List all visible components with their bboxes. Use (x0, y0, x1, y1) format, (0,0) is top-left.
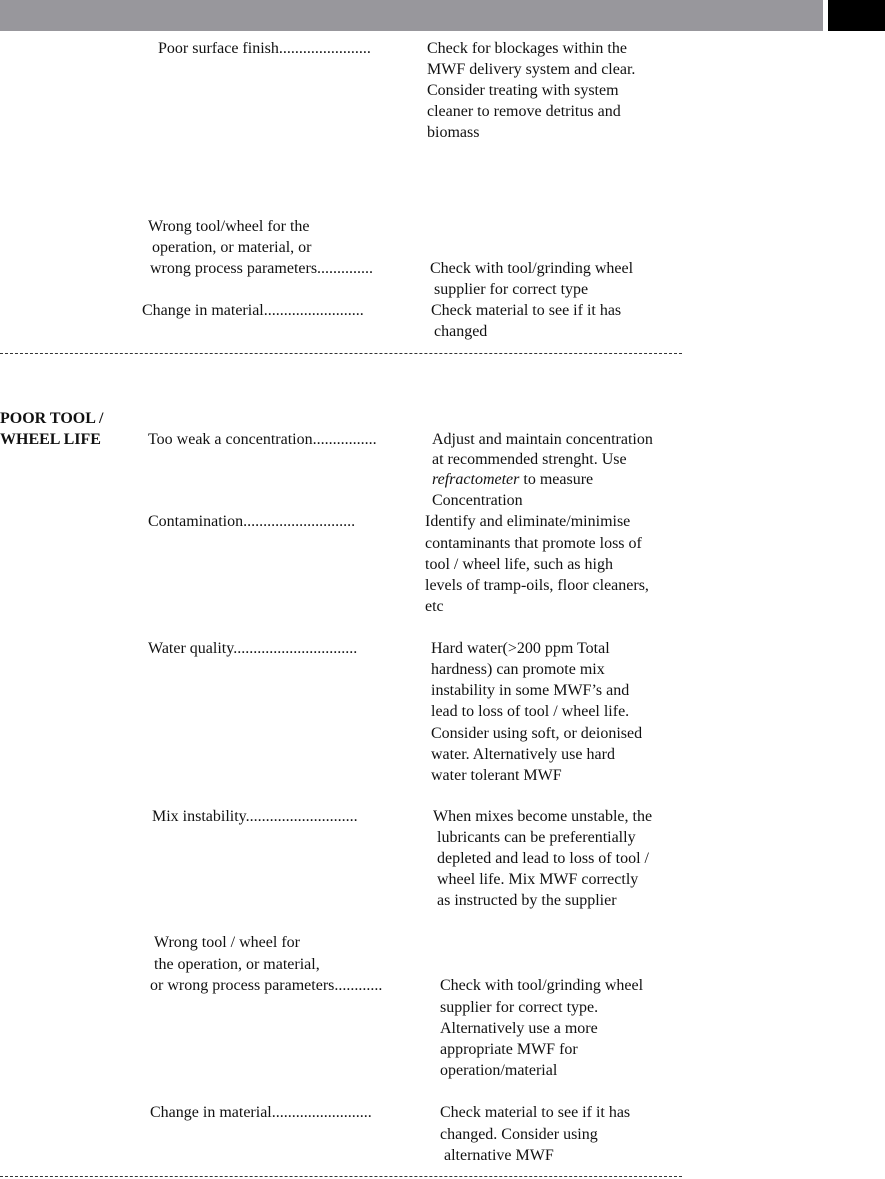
remedy-text: MWF delivery system and clear. (427, 61, 636, 78)
cause-text: operation, or material, or (152, 239, 312, 256)
remedy-text: hardness) can promote mix (431, 661, 605, 678)
remedy-text: supplier for correct type. (440, 999, 599, 1016)
divider (0, 1176, 682, 1177)
remedy-text: biomass (427, 124, 480, 141)
remedy-text: operation/material (440, 1062, 558, 1079)
remedy-text-suffix: to measure (519, 471, 594, 488)
cause-text: wrong process parameters.............. (150, 260, 374, 277)
remedy-text: Check with tool/grinding wheel (430, 260, 634, 277)
remedy-emphasis: refractometer (432, 471, 520, 488)
remedy-text: Check material to see if it has (431, 302, 622, 319)
remedy-text: changed. Consider using (440, 1126, 598, 1143)
remedy-text: Consider treating with system (427, 82, 619, 99)
remedy-text: Consider using soft, or deionised (431, 725, 643, 742)
remedy-text: depleted and lead to loss of tool / (437, 850, 649, 867)
cause-text: Poor surface finish....................... (158, 40, 371, 57)
remedy-text: Check with tool/grinding wheel (440, 977, 644, 994)
remedy-text: tool / wheel life, such as high (425, 556, 613, 573)
remedy-text: etc (425, 598, 444, 615)
cause-text: the operation, or material, (154, 956, 320, 973)
remedy-text: alternative MWF (444, 1147, 554, 1164)
remedy-text: cleaner to remove detritus and (427, 103, 621, 120)
remedy-text: Alternatively use a more (440, 1020, 598, 1037)
cause-text: Wrong tool / wheel for (154, 934, 300, 951)
remedy-text: contaminants that promote loss of (425, 535, 642, 552)
divider (0, 353, 682, 354)
section-heading-line-2: WHEEL LIFE (0, 431, 101, 448)
cause-text: Mix instability............................ (152, 808, 358, 825)
remedy-text: instability in some MWF’s and (431, 682, 630, 699)
remedy-text: lead to loss of tool / wheel life. (431, 703, 630, 720)
remedy-text: Identify and eliminate/minimise (425, 513, 631, 530)
remedy-text: Adjust and maintain concentration (432, 431, 653, 448)
cause-text: Too weak a concentration................ (148, 431, 377, 448)
remedy-text: supplier for correct type (434, 281, 589, 298)
remedy-text: Check material to see if it has (440, 1104, 631, 1121)
chapter-tab (828, 0, 885, 31)
remedy-text: wheel life. Mix MWF correctly (437, 871, 639, 888)
remedy-text: Concentration (432, 492, 523, 509)
remedy-text: levels of tramp-oils, floor cleaners, (425, 577, 649, 594)
cause-text: or wrong process parameters............ (150, 977, 383, 994)
remedy-text: appropriate MWF for (440, 1041, 578, 1058)
remedy-text: changed (434, 323, 488, 340)
cause-text: Change in material......................... (142, 302, 364, 319)
remedy-text: as instructed by the supplier (437, 892, 617, 909)
remedy-text: water tolerant MWF (431, 767, 562, 784)
remedy-text: water. Alternatively use hard (431, 746, 615, 763)
cause-text: Contamination............................ (148, 513, 356, 530)
cause-text: Water quality............................... (148, 640, 358, 657)
remedy-text: at recommended strenght. Use (432, 451, 627, 468)
remedy-text: Hard water(>200 ppm Total (431, 640, 610, 657)
remedy-text: lubricants can be preferentially (437, 829, 636, 846)
remedy-text: Check for blockages within the (427, 40, 627, 57)
remedy-text (432, 469, 593, 490)
cause-text: Wrong tool/wheel for the (148, 218, 310, 235)
remedy-text: When mixes become unstable, the (433, 808, 653, 825)
section-heading-line-1: POOR TOOL / (0, 410, 104, 427)
cause-text: Change in material......................... (150, 1104, 372, 1121)
header-bar (0, 0, 823, 31)
